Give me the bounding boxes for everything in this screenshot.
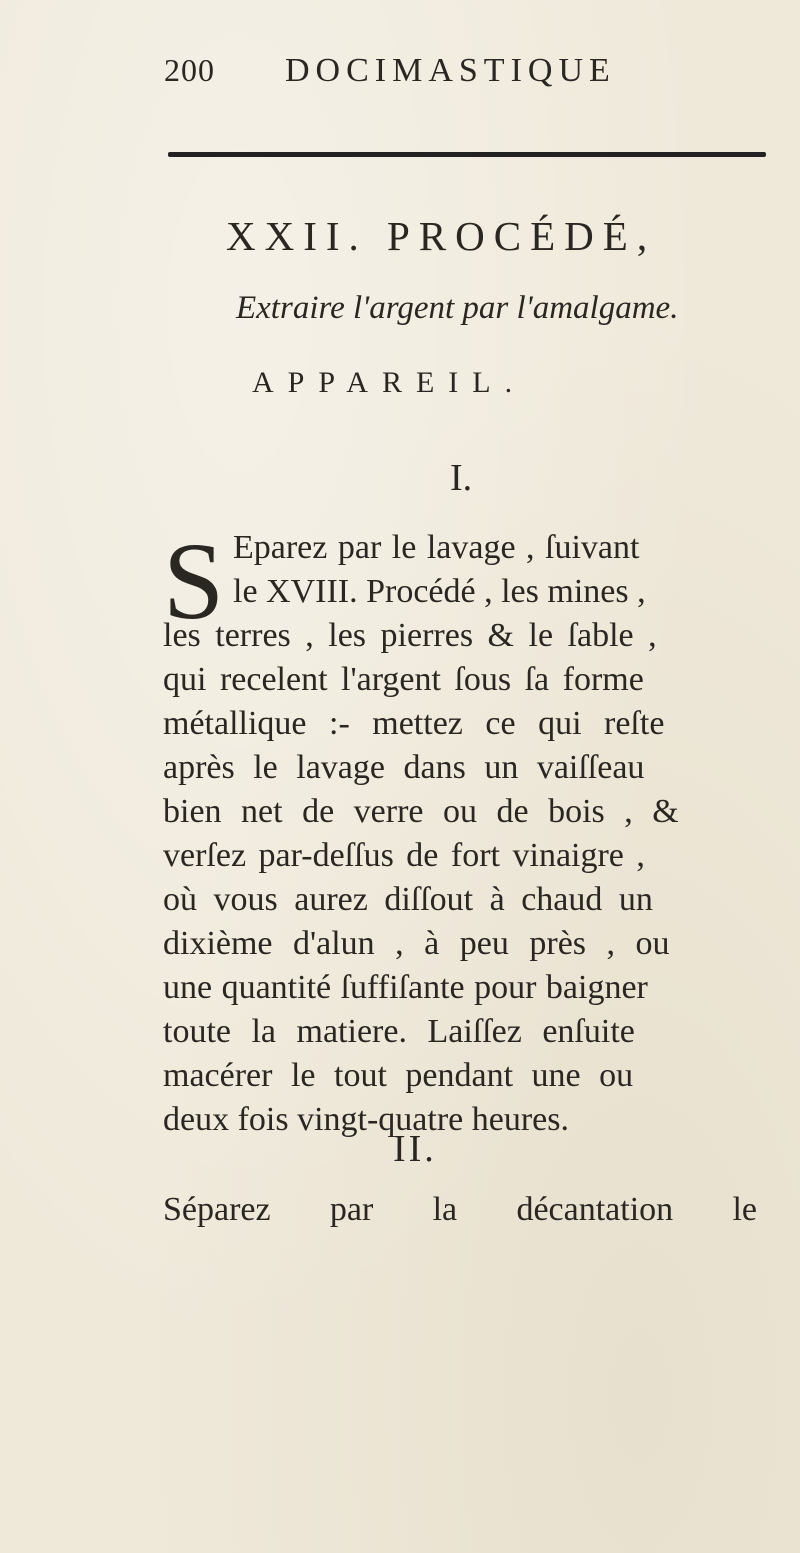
section-subtitle: Extraire l'argent par l'amalgame. [236,290,679,326]
text-line: métallique :- mettez ce qui reſte [163,705,665,742]
text-line: Séparez par la décantation le [163,1191,757,1228]
section-title: XXII. PROCÉDÉ, [226,213,657,259]
text-line: bien net de verre ou de bois , & [163,793,679,830]
text-line: une quantité ſuffiſante pour baigner [163,969,648,1006]
drop-cap: S [163,520,225,642]
text-line: macérer le tout pendant une ou [163,1057,634,1094]
running-head [160,52,680,102]
apparatus-heading: APPAREIL. [252,366,527,399]
paragraph-numeral: I. [450,457,473,499]
running-title: DOCIMASTIQUE [285,52,616,89]
text-line: verſez par-deſſus de fort vinaigre , [163,837,645,874]
text-line: dixième d'alun , à peu près , ou [163,925,670,962]
page-number: 200 [164,52,215,88]
text-line: Eparez par le lavage , ſuivant [233,529,640,566]
paragraph-numeral: II. [393,1128,437,1170]
text-line: après le lavage dans un vaiſſeau [163,749,645,786]
header-rule [168,152,766,157]
text-line: où vous aurez diſſout à chaud un [163,881,653,918]
text-line: les terres , les pierres & le ſable , [163,617,657,654]
text-line: le XVIII. Procédé , les mines , [233,573,646,610]
text-line: qui recelent l'argent ſous ſa forme [163,661,644,698]
text-line: deux fois vingt-quatre heures. [163,1101,569,1138]
text-line: toute la matiere. Laiſſez enſuite [163,1013,635,1050]
